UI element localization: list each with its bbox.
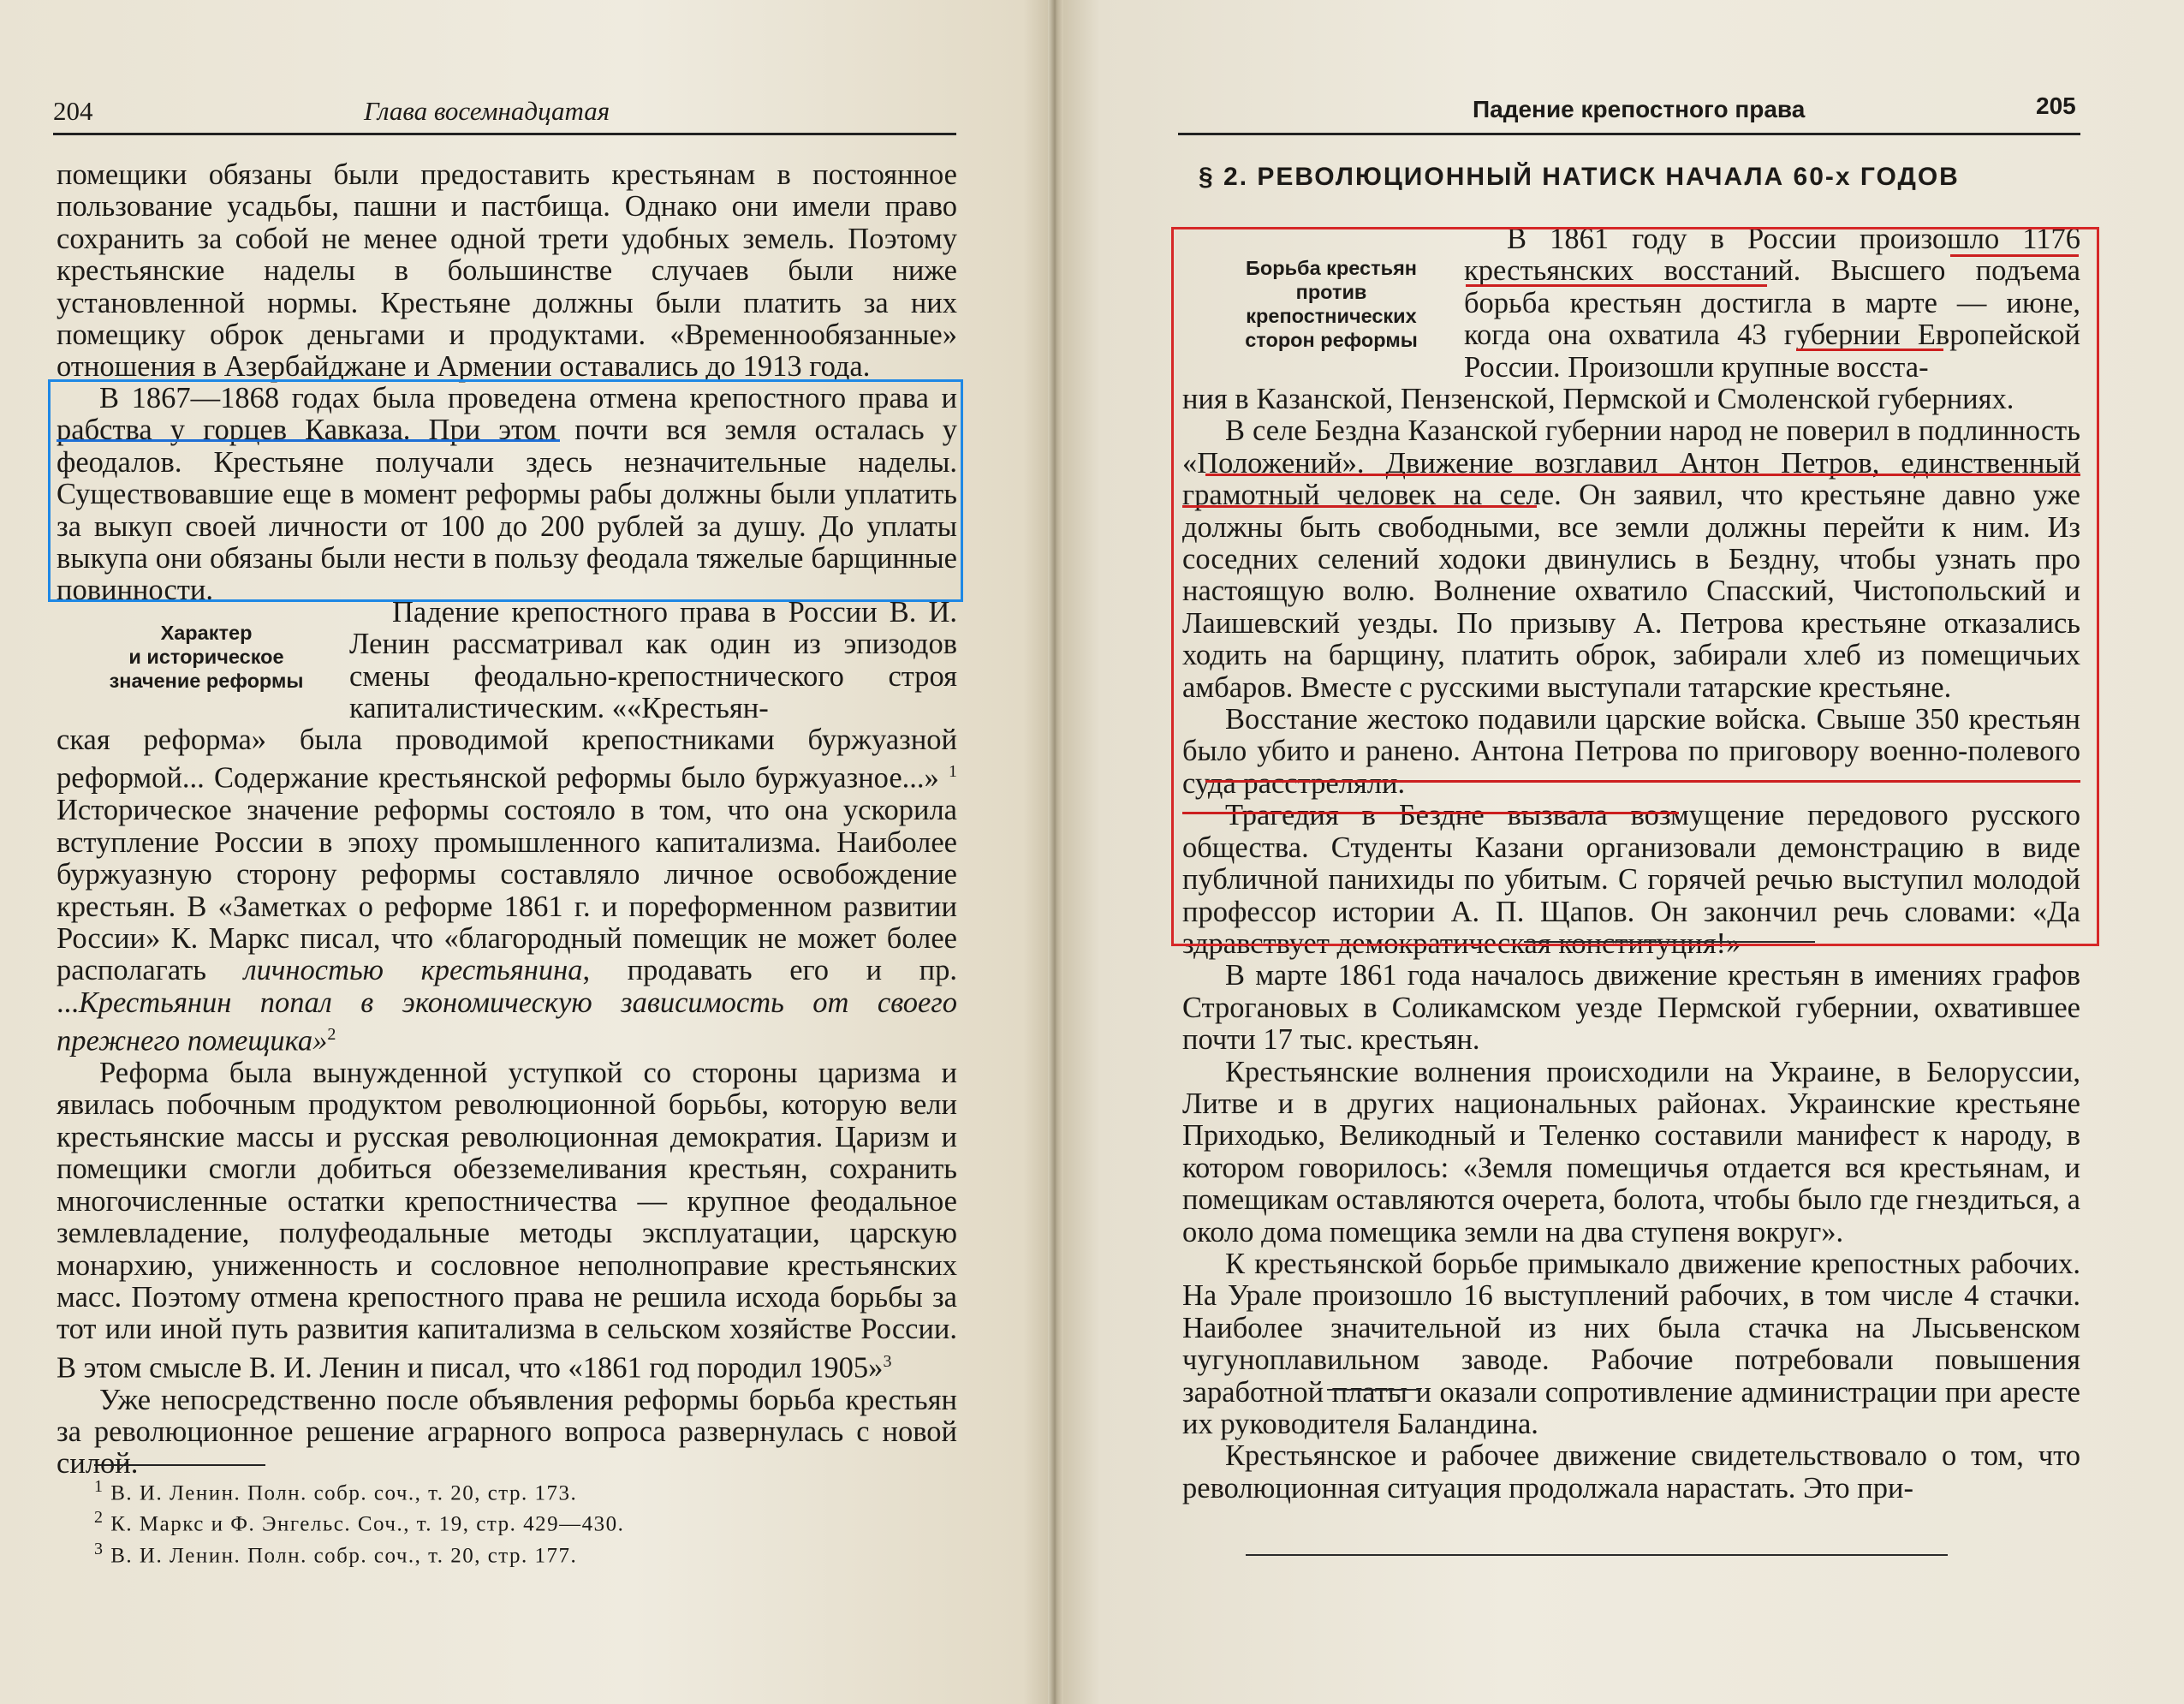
intro-paragraph: помещики обязаны были предоставить крестьянам в постоянное пользование усадьбы, пашни и пастбища. Однако они имели право сохранить за собой не менее одной трети удобных земель. Поэтому крестьянские наделы в большинстве случаев были ниже установленной нормы. Крестьяне должны были платить за них помещику оброк деньгами и продуктами. «Временнообязанные» отношения в Азербайджане и Армении оставались до 1913 года. (57, 158, 957, 384)
footnote-1: $^1$ В. И. Ленин. Полн. собр. соч., т. 20, стр. 173. (94, 1477, 578, 1505)
para8: Крестьянское и рабочее движение свидетельствовало о том, что революционная ситуация продолжала нарастать. Это при- (1182, 1439, 2080, 1504)
right-margin-heading: Борьба крестьян против крепостнических сторон реформы (1245, 257, 1418, 351)
caucasus-paragraph: В 1867—1868 годах была проведена отмена крепостного права и рабства у горцев Кавказа. При этом почти вся земля осталась у феодалов. Крестьяне получали здесь незначительные наделы. Существовавшие еще в момент реформы рабы должны были уплатить за выкуп своей личности от 100 до 200 рублей за душу. До уплаты выкупа они обязаны были нести в пользу феодала тяжелые барщинные повинности. (57, 382, 957, 607)
left-intro-text (57, 159, 957, 384)
pen-underline-ural (1327, 1389, 1421, 1391)
left-running-head: Глава восемнадцатая (364, 96, 610, 126)
right-running-head: Падение крепостного права (1473, 96, 1806, 122)
character-paragraph-cont: ская реформа» была проводимой крепостниками буржуазной реформой... Содержание крестьянской реформы было буржуазное...» $^1$ Историческое значение реформы состояло в том, что она ускорила вступление России в эпоху промышленного капитализма. Наиболее буржуазную сторону реформы составляло личное освобождение крестьян. В «Заметках о реформе 1861 г. и пореформенном развитии России» К. Маркс писал, что «благородный помещик не может более располагать личностью крестьянина, продавать его и пр. ...Крестьянин попал в экономическую зависимость от своего прежнего помещика»$^2$ (57, 724, 957, 1058)
right-header-rule (1178, 133, 2080, 135)
left-page-number: 204 (53, 96, 93, 126)
footnotes (94, 1475, 865, 1568)
left-margin-heading: Характер и историческое значение реформы (109, 622, 304, 692)
para1-cont: ния в Казанской, Пензенской, Пермской и Смоленской губерниях. (1182, 383, 2014, 415)
red-underline-suppressed (1205, 780, 2080, 783)
footnote-ref-3: 3 (883, 1351, 892, 1371)
para2: В селе Бездна Казанской губернии народ не поверил в подлинность «Положений». Движение возглавил Антон Петров, единственный грамотный человек на селе. Он заявил, что крестьяне давно уже должны быть свободными, все земли должны перейти к ним. Из соседних селений ходоки двинулись в Бездну, чтобы узнать про настоящую волю. Волнение охватило Спасский, Чистопольский и Лаишевский уезды. По призыву А. Петрова крестьяне отказались ходить на барщину, платить оброк, забирали хлеб из помещичьих амбаров. Вместе с русскими выступали татарские крестьяне. (1182, 414, 2080, 704)
concession-paragraph: Реформа была вынужденной уступкой со стороны царизма и явилась побочным продуктом революционной борьбы, которую вели крестьянские массы и русская революционная демократия. Царизм и помещики смогли добиться обезземеливания крестьян, сохранить многочисленные остатки крепостничества — крупное феодальное землевладение, полуфеодальные методы эксплуатации, царскую монархию, униженность и сословное неполноправие крестьянских масс. Поэтому отмена крепостного права не решила исхода борьбы за тот или иной путь развития капитализма в сельском хозяйстве России. В этом смысле В. И. Ленин и писал, что «1861 год породил 1905»$^3$ (57, 1057, 957, 1385)
blue-underline (57, 439, 560, 442)
left-character-text-indented (349, 597, 957, 725)
footnote-3: $^3$ В. И. Ленин. Полн. собр. соч., т. 20, стр. 177. (94, 1539, 578, 1567)
red-underline-43-gubernii (1796, 349, 1943, 351)
section-title: § 2. РЕВОЛЮЦИОННЫЙ НАТИСК НАЧАЛА 60-х ГОДОВ (1199, 163, 1960, 191)
pen-underline-situation (1246, 1554, 1948, 1556)
footnote-ref-2: 2 (327, 1025, 336, 1045)
para3: Восстание жестоко подавили царские войска. Свыше 350 крестьян было убито и ранено. Антона Петрова по приговору военно-полевого суда расстреляли. (1182, 703, 2080, 800)
footnote-ref-1: 1 (949, 762, 957, 782)
left-character-text (57, 724, 957, 1481)
para1-start: В 1861 году в России произошло 1176 крестьянских восстаний. Высшего подъема борьба крестьян достигла в марте — июне, когда она охватила 43 губернии Европейской России. Произошли крупные восста- (1464, 223, 2080, 384)
red-underline-350 (1182, 812, 1679, 814)
red-highlight-box (1171, 227, 2099, 946)
after-paragraph: Уже непосредственно после объявления реформы борьба крестьян за революционное решение аграрного вопроса развернулась с новой силой. (57, 1383, 957, 1481)
character-paragraph-start: Падение крепостного права в России В. И. Ленин рассматривал как один из эпизодов смены феодально-крепостнического строя капиталистическим. ««Крестьян- (349, 596, 957, 725)
right-page-number: 205 (2036, 92, 2076, 119)
pen-underline-studenty (1524, 941, 1815, 943)
red-underline-bezdna (1205, 474, 2080, 476)
para6: Крестьянские волнения происходили на Украине, в Белоруссии, Литве и в других национальных районах. Украинские крестьяне Приходько, Великодный и Теленко составили манифест к народу, в котором говорилось: «Земля помещичья отдается вся крестьянам, и помещикам оставляются очерета, болота, чтобы было где гнездиться, а около дома помещика земли на два ступеня вокруг». (1182, 1055, 2080, 1248)
blue-highlight-box (48, 379, 963, 602)
red-underline-polozhenii (1182, 505, 1537, 508)
para7: К крестьянской борьбе примыкало движение крепостных рабочих. На Урале произошло 16 выступлений рабочих, в том числе 4 стачки. Наиболее значительной из них была стачка на Лысьвенском чугуноплавильном заводе. Рабочие потребовали повышения заработной платы и оказали сопротивление администрации при аресте их руководителя Баландина. (1182, 1247, 2080, 1440)
footnote-rule (94, 1464, 265, 1466)
book-spine (1048, 0, 1063, 1704)
red-underline-uprisings (1466, 284, 1767, 287)
red-underline-1176 (1950, 254, 2079, 257)
left-header-rule (53, 133, 956, 135)
para4: Трагедия в Бездне вызвала возмущение передового русского общества. Студенты Казани организовали демонстрацию в виде публичной панихиды по убитым. С горячей речью выступил молодой профессор истории А. П. Щапов. Он закончил речь словами: «Да здравствует демократическая конституция!» (1182, 799, 2080, 960)
footnote-2: $^2$ К. Маркс и Ф. Энгельс. Соч., т. 19, стр. 429—430. (94, 1508, 625, 1536)
para5: В марте 1861 года началось движение крестьян в имениях графов Строгановых в Соликамском уезде Пермской губернии, охватившее почти 17 тыс. крестьян. (1182, 959, 2080, 1057)
